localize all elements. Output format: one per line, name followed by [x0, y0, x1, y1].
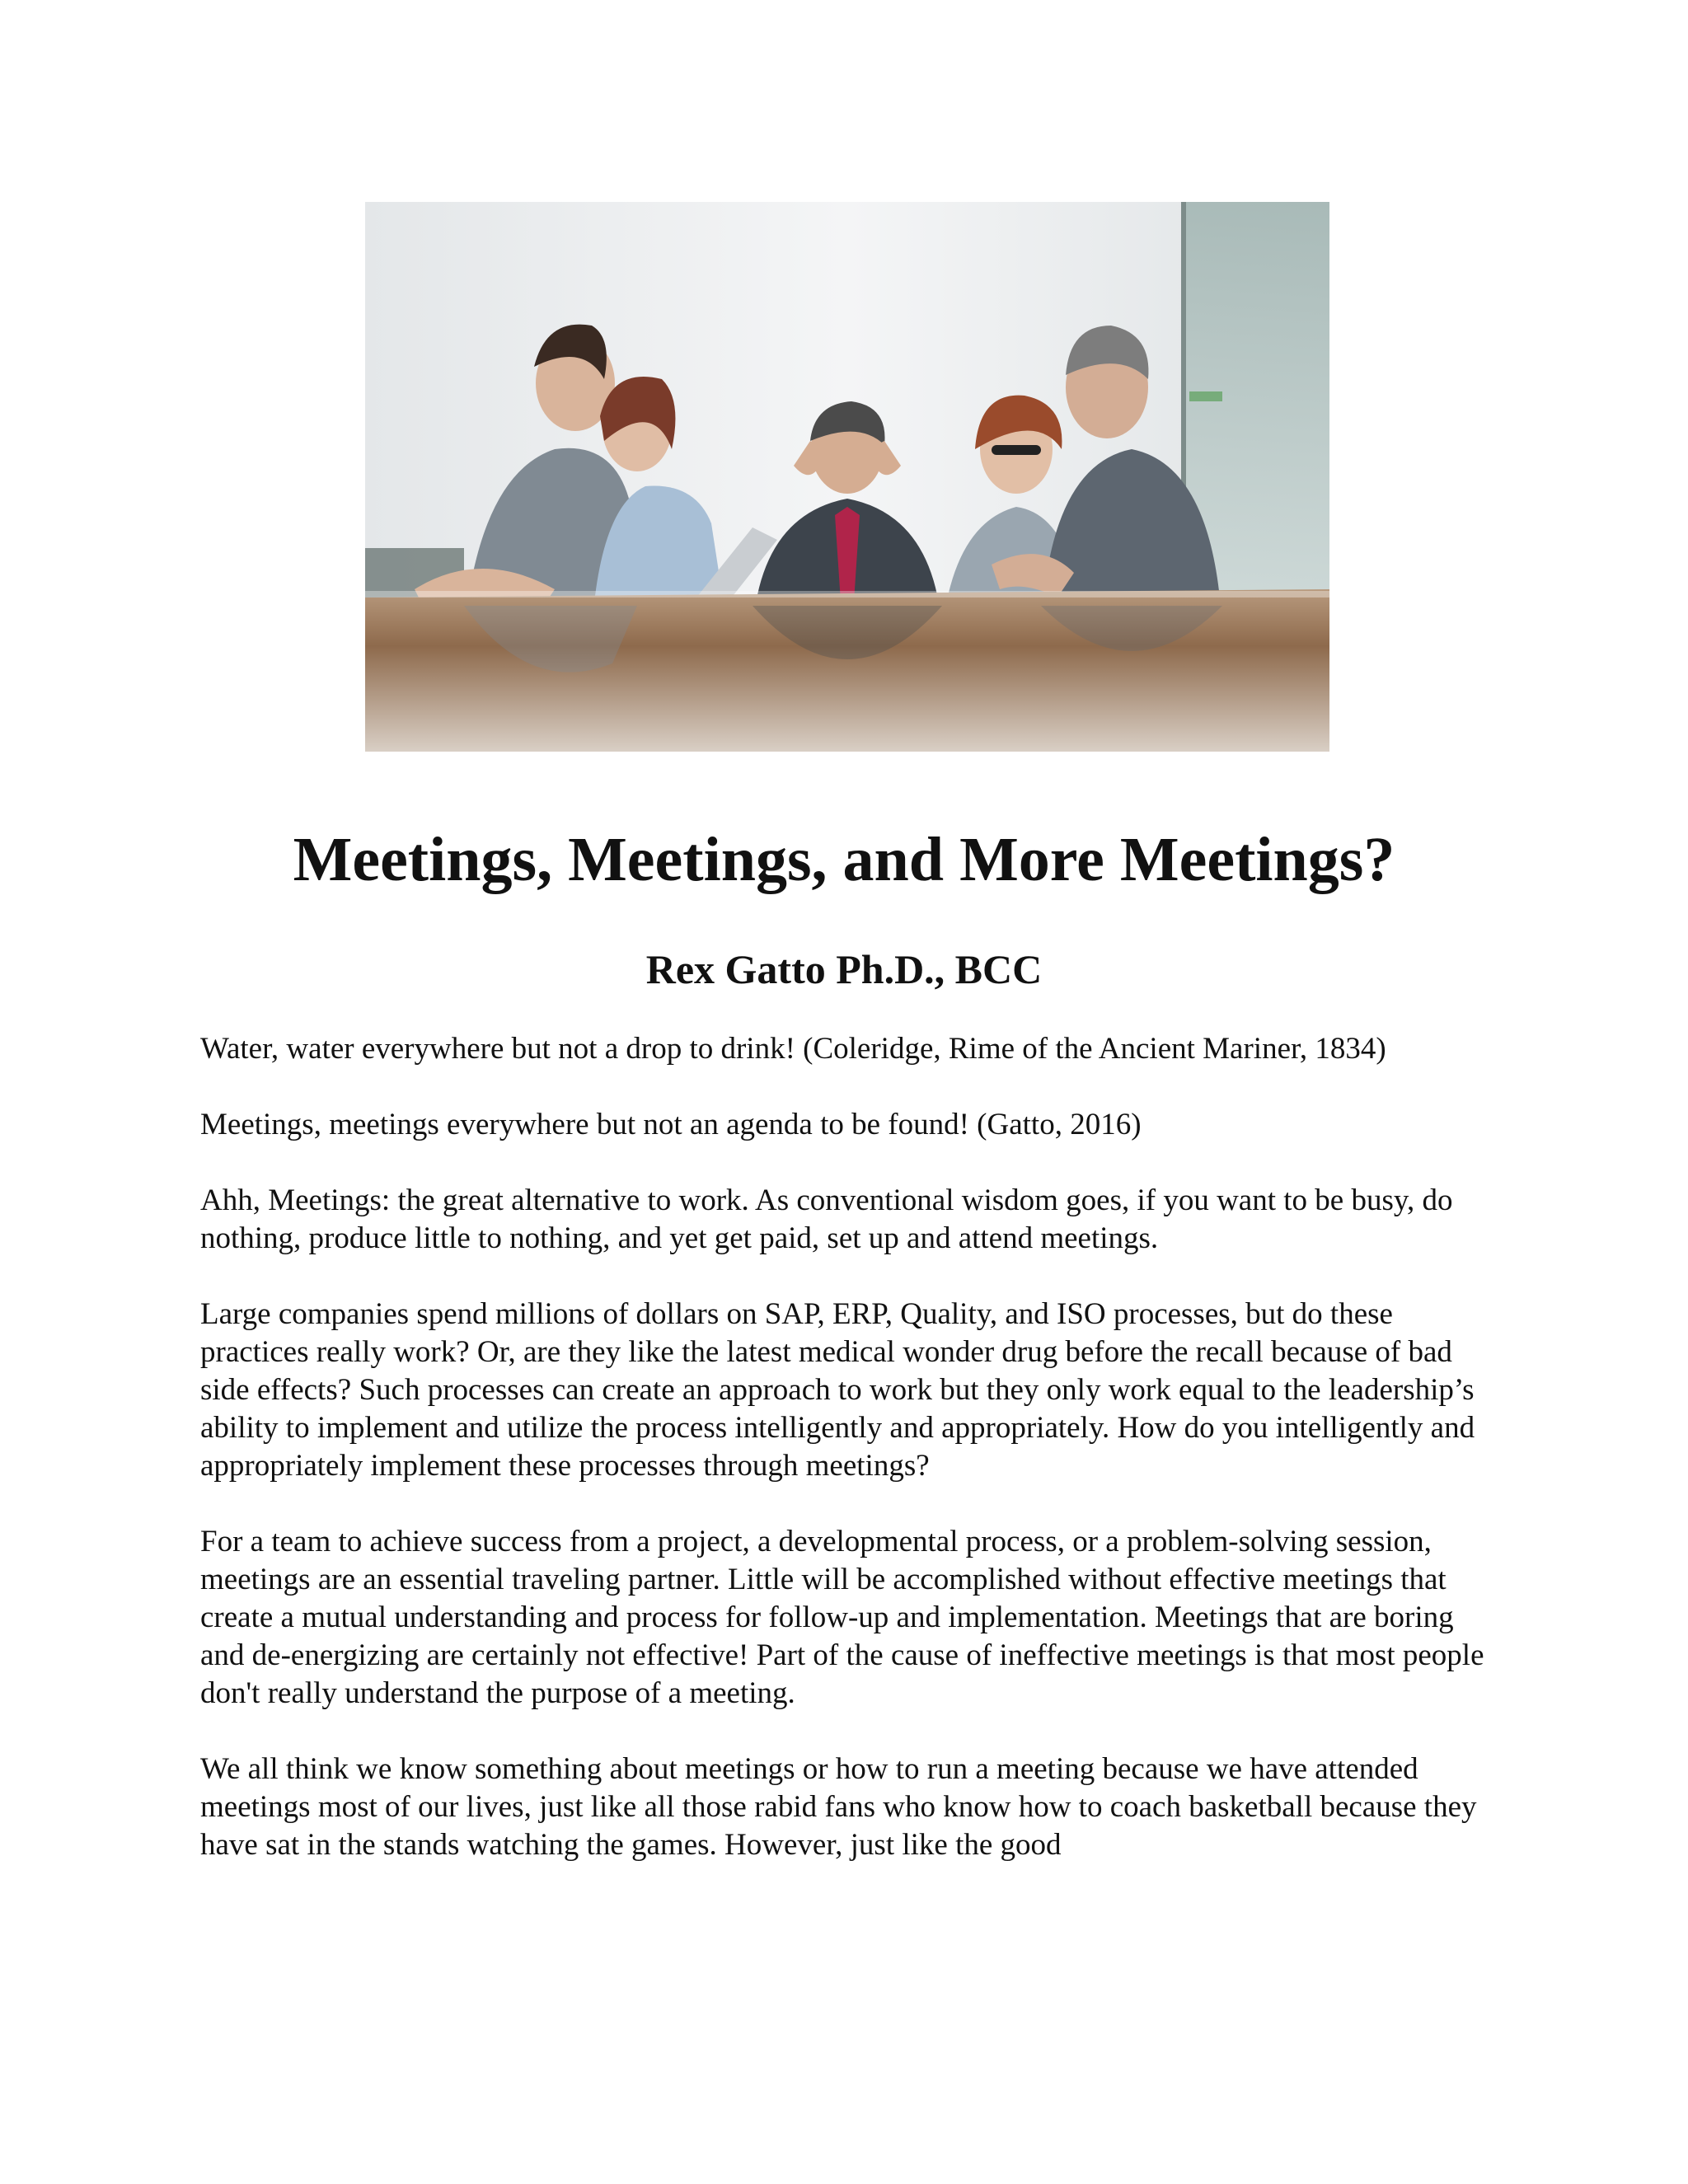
paragraph-5: For a team to achieve success from a project, a developmental process, or a problem-solving session, meetings are an essential traveling partner. Little will be accomplished without effective meetings that create a mutual understanding and process for follow-up and implementation. Meetings that are boring and de-energizing are certainly not effective! Part of the cause of ineffective meetings is that most people don't really understand the purpose of a meeting. — [200, 1525, 1484, 1710]
meeting-photo — [365, 202, 1329, 752]
paragraph-6: We all think we know something about meetings or how to run a meeting because we have attended meetings most of our lives, just like all those rabid fans who know how to coach basketball because they have sat in the stands watching the games. However, just like the good — [200, 1752, 1477, 1862]
article-body — [200, 1030, 1494, 1902]
paragraph-2: Meetings, meetings everywhere but not an agenda to be found! (Gatto, 2016) — [200, 1108, 1142, 1141]
paragraph-1: Water, water everywhere but not a drop to drink! (Coleridge, Rime of the Ancient Mariner, 1834) — [200, 1032, 1386, 1066]
paragraph-4: Large companies spend millions of dollars on SAP, ERP, Quality, and ISO processes, but do these practices really work? Or, are they like the latest medical wonder drug before the recall because of bad side effects? Such processes can create an approach to work but they only work equal to the leadership’s ability to implement and utilize the process intelligently and appropriately. How do you intelligently and appropriately implement these processes through meetings? — [200, 1297, 1475, 1483]
paragraph-3: Ahh, Meetings: the great alternative to work. As conventional wisdom goes, if you want to be busy, do nothing, produce little to nothing, and yet get paid, set up and attend meetings. — [200, 1183, 1453, 1255]
page-title: Meetings, Meetings, and More Meetings? — [293, 825, 1395, 894]
author-name: Rex Gatto Ph.D., BCC — [645, 946, 1043, 992]
meeting-photo-illustration — [365, 202, 1329, 752]
